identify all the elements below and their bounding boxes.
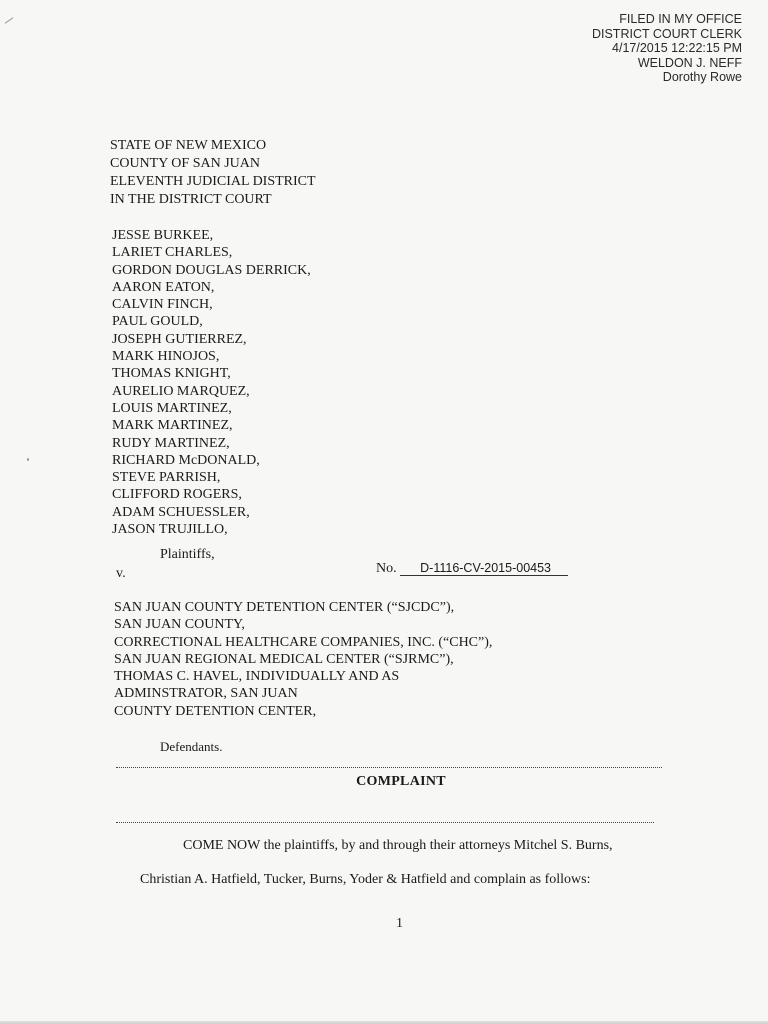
plaintiff-name: AARON EATON, [112,279,215,295]
plaintiffs-label: Plaintiffs, [160,547,215,562]
case-number-label: No. [376,561,397,576]
plaintiffs-list [112,227,311,538]
plaintiff-name: LOUIS MARTINEZ, [112,400,232,416]
scan-speck [27,458,29,461]
defendant-name: SAN JUAN COUNTY, [114,617,245,633]
defendant-name: THOMAS C. HAVEL, INDIVIDUALLY AND AS [114,669,400,685]
plaintiff-name: CLIFFORD ROGERS, [112,487,242,503]
defendants-label: Defendants. [160,739,223,754]
plaintiff-name: LARIET CHARLES, [112,245,233,261]
plaintiff-name: JASON TRUJILLO, [112,522,228,538]
versus-label: v. [116,566,126,581]
court-name: IN THE DISTRICT COURT [110,192,272,207]
case-number [376,561,568,577]
defendant-name: ADMINSTRATOR, SAN JUAN [114,686,298,702]
defendant-name: SAN JUAN REGIONAL MEDICAL CENTER (“SJRMC”), [114,651,454,667]
defendant-name: CORRECTIONAL HEALTHCARE COMPANIES, INC. (“CHC”), [114,634,493,650]
court-state: STATE OF NEW MEXICO [110,138,267,153]
body-paragraph-line: Christian A. Hatfield, Tucker, Burns, Yoder & Hatfield and complain as follows: [140,872,591,887]
plaintiff-name: JESSE BURKEE, [112,228,214,243]
plaintiff-name: MARK MARTINEZ, [112,418,233,434]
defendant-name: SAN JUAN COUNTY DETENTION CENTER (“SJCDC”), [114,600,455,615]
plaintiff-name: AURELIO MARQUEZ, [112,383,250,399]
scan-speck [5,17,14,24]
divider-rule [116,767,662,768]
body-paragraph-line: COME NOW the plaintiffs, by and through their attorneys Mitchel S. Burns, [183,838,613,853]
case-number-value: D-1116-CV-2015-00453 [400,561,568,576]
plaintiff-name: GORDON DOUGLAS DERRICK, [112,262,311,278]
plaintiff-name: STEVE PARRISH, [112,470,221,486]
court-district: ELEVENTH JUDICIAL DISTRICT [110,174,316,189]
page-number: 1 [396,916,403,931]
stamp-line: WELDON J. NEFF [637,55,742,70]
plaintiff-name: RUDY MARTINEZ, [112,435,230,451]
plaintiff-name: JOSEPH GUTIERREZ, [112,331,247,347]
document-heading: COMPLAINT [356,774,446,789]
stamp-line: FILED IN MY OFFICE [619,12,742,26]
plaintiff-name: THOMAS KNIGHT, [112,366,231,382]
stamp-line: DISTRICT COURT CLERK [591,26,742,41]
divider-rule [116,822,654,823]
plaintiff-name: MARK HINOJOS, [112,349,220,365]
defendant-name: COUNTY DETENTION CENTER, [114,703,317,719]
stamp-line: Dorothy Rowe [662,70,742,84]
plaintiff-name: PAUL GOULD, [112,314,203,330]
court-county: COUNTY OF SAN JUAN [110,156,260,171]
plaintiff-name: CALVIN FINCH, [112,297,213,313]
stamp-line: 4/17/2015 12:22:15 PM [612,41,742,55]
plaintiff-name: RICHARD McDONALD, [112,452,260,468]
defendants-list [114,599,492,720]
filing-stamp [592,12,742,85]
plaintiff-name: ADAM SCHUESSLER, [112,504,250,520]
court-caption [110,137,316,209]
